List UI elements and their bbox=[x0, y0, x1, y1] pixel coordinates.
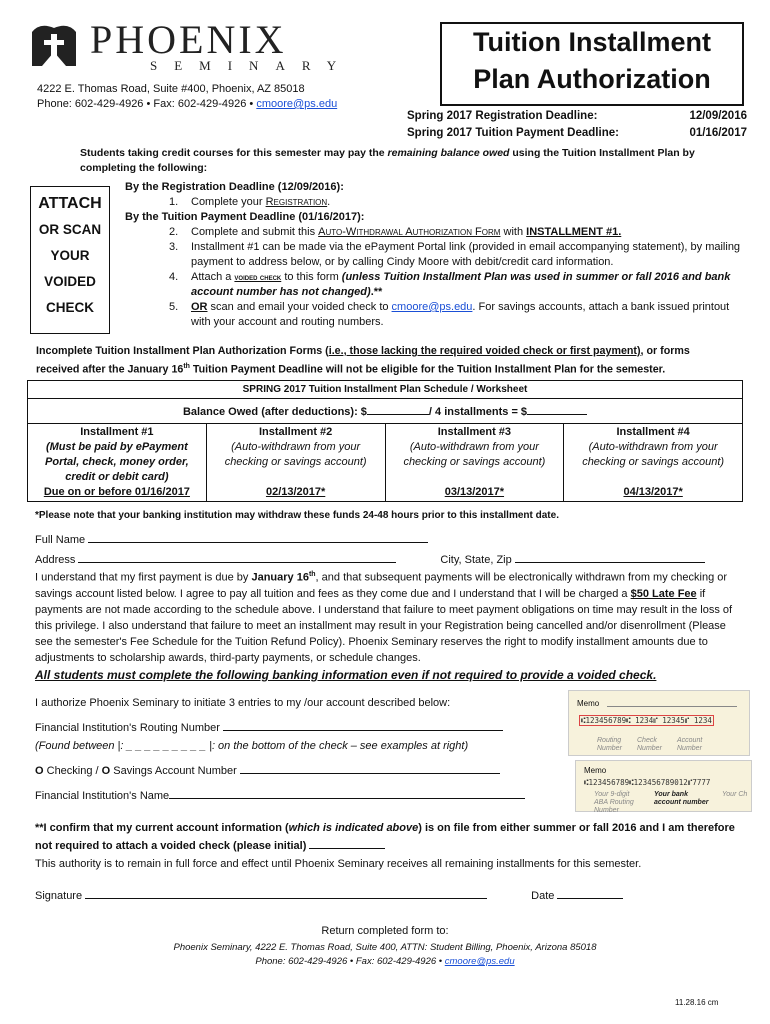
check-example-1: Memo ⑆123456789⑆ 1234⑈ 12345⑈ 1234 Routing Number Check Number Account Number bbox=[568, 690, 750, 756]
confirm-statement: **I confirm that my current account information (which is indicated above) is on file from either summer or fall 2016 and I am therefore not required to attach a voided check (please initial) bbox=[35, 822, 735, 852]
seminary-logo-icon bbox=[30, 22, 78, 68]
banking-info: I authorize Phoenix Seminary to initiate 3 entries to my /our account described below: Financial Institution's Routing Number (Found between |: _ _ _ _ _ _ _ _ _ |: on the bottom of the check – see examples at right) O Checking / O Savings Account Number Financial Institution's Name bbox=[35, 694, 555, 805]
step-1: 1. Complete your Registration. bbox=[169, 196, 331, 208]
initial-field[interactable] bbox=[309, 836, 385, 849]
incomplete-notice: Incomplete Tuition Installment Plan Authorization Forms (i.e., those lacking the required voided check or first payment), or forms received after the January 16th Tuition Payment Deadline will not be eligible for the Tuition Installment Plan for the semester. bbox=[36, 345, 690, 376]
routing-number-field[interactable] bbox=[223, 718, 503, 731]
installment-1: Installment #1 (Must be paid by ePayment Portal, check, money order, credit or debit card) Due on or before 01/16/2017 bbox=[28, 424, 207, 502]
intro-text: Students taking credit courses for this semester may pay the remaining balance owed using the Tuition Installment Plan by completing the following: bbox=[80, 147, 695, 174]
date-field[interactable] bbox=[557, 886, 623, 899]
deadline-payment: Spring 2017 Tuition Payment Deadline: 01/16/2017 bbox=[407, 127, 747, 139]
installment-4: Installment #4 (Auto-withdrawn from your checking or savings account) 04/13/2017* bbox=[564, 424, 743, 502]
schedule-heading: SPRING 2017 Tuition Installment Plan Schedule / Worksheet bbox=[28, 381, 743, 399]
installment-2: Installment #2 (Auto-withdrawn from your checking or savings account) 02/13/2017* bbox=[206, 424, 385, 502]
step-2: 2. Complete and submit this Auto-Withdrawal Authorization Form with INSTALLMENT #1. bbox=[169, 226, 622, 238]
deadlines bbox=[407, 108, 747, 142]
header-address bbox=[37, 82, 337, 112]
full-name-field[interactable] bbox=[88, 530, 428, 543]
installment-3: Installment #3 (Auto-withdrawn from your checking or savings account) 03/13/2017* bbox=[385, 424, 564, 502]
address-line: 4222 E. Thomas Road, Suite #400, Phoenix, AZ 85018 bbox=[37, 83, 305, 95]
step-heading-payment: By the Tuition Payment Deadline (01/16/2017): bbox=[125, 211, 365, 223]
account-number-field[interactable] bbox=[240, 761, 500, 774]
banking-heading: All students must complete the following banking information even if not required to provide a voided check. bbox=[35, 668, 657, 682]
table-row bbox=[28, 424, 743, 502]
installment-schedule-table bbox=[27, 380, 743, 502]
form-title: Tuition Installment Plan Authorization bbox=[440, 22, 744, 106]
address-field[interactable] bbox=[78, 550, 396, 563]
balance-owed-field[interactable] bbox=[367, 402, 429, 415]
deadline-registration: Spring 2017 Registration Deadline: 12/09/2016 bbox=[407, 110, 747, 122]
signature-row: Signature Date bbox=[35, 886, 735, 902]
logo-subtitle: SEMINARY bbox=[150, 58, 354, 73]
step-4: 4. Attach a voided check to this form (unless Tuition Installment Plan was used in summer or fall 2016 and bank account number has not changed).** bbox=[169, 271, 731, 298]
attach-check-box: ATTACH OR SCAN YOUR VOIDED CHECK bbox=[30, 186, 110, 334]
phone-line: Phone: 602-429-4926 • Fax: 602-429-4926 • cmoore@ps.edu bbox=[37, 98, 338, 110]
email-link[interactable]: cmoore@ps.edu bbox=[391, 301, 473, 313]
authority-statement: This authority is to remain in full force and effect until Phoenix Seminary receives all remaining installments for this semester. bbox=[35, 858, 642, 870]
check-example-2: Memo ⑆123456789⑆123456789012⑈7777 Your 9-digit ABA Routing Number Your bank account number Your Ch bbox=[575, 760, 752, 812]
form-version: 11.28.16 cm bbox=[675, 998, 719, 1007]
personal-info: Full Name Address City, State, Zip bbox=[35, 530, 735, 570]
step-3: 3. Installment #1 can be made via the ePayment Portal link (provided in email accompanying statement), by mailing payment to address below, or by calling Cindy Moore with debit/credit card information. bbox=[169, 241, 741, 268]
step-heading-registration: By the Registration Deadline (12/09/2016): bbox=[125, 181, 344, 193]
installment-amount-field[interactable] bbox=[527, 402, 587, 415]
step-5: 5. OR scan and email your voided check to cmoore@ps.edu. For savings accounts, attach a bank issued printout with your account and routing numbers. bbox=[169, 301, 730, 328]
steps-list bbox=[125, 180, 745, 330]
return-info: Return completed form to: Phoenix Seminary, 4222 E. Thomas Road, Suite 400, ATTN: Student Billing, Phoenix, Arizona 85018 Phone: 602-429-4926 • Fax: 602-429-4926 • cmoore@ps.edu bbox=[173, 925, 597, 967]
logo-wordmark: PHOENIX bbox=[90, 17, 287, 62]
bank-withdrawal-note: *Please note that your banking institution may withdraw these funds 24-48 hours prior to this installment date. bbox=[35, 510, 559, 521]
signature-field[interactable] bbox=[85, 886, 487, 899]
institution-name-field[interactable] bbox=[169, 786, 525, 799]
city-state-zip-field[interactable] bbox=[515, 550, 705, 563]
email-link[interactable]: cmoore@ps.edu bbox=[256, 98, 338, 110]
email-link[interactable]: cmoore@ps.edu bbox=[444, 956, 515, 967]
balance-row: Balance Owed (after deductions): $ / 4 installments = $ bbox=[28, 399, 743, 424]
agreement-text: I understand that my first payment is due by January 16th, and that subsequent payments will be electronically withdrawn from my checking or savings account listed below. I agree to pay all tuition and fees as they come due and I understand that I will be charged a $50 Late Fee if payments are not made according to the schedule above. I understand that failure to meet payment obligations on time may result in the loss of this privilege. I also understand that failure to meet an installment may result in your Registration being cancelled and/or disenrollment (Please see the semester's Fee Schedule for the Tuition Refund Policy). Phoenix Seminary reserves the right to modify installment amounts due to adjustments to scholarship awards, third-party payments, or schedule changes. bbox=[35, 571, 733, 664]
